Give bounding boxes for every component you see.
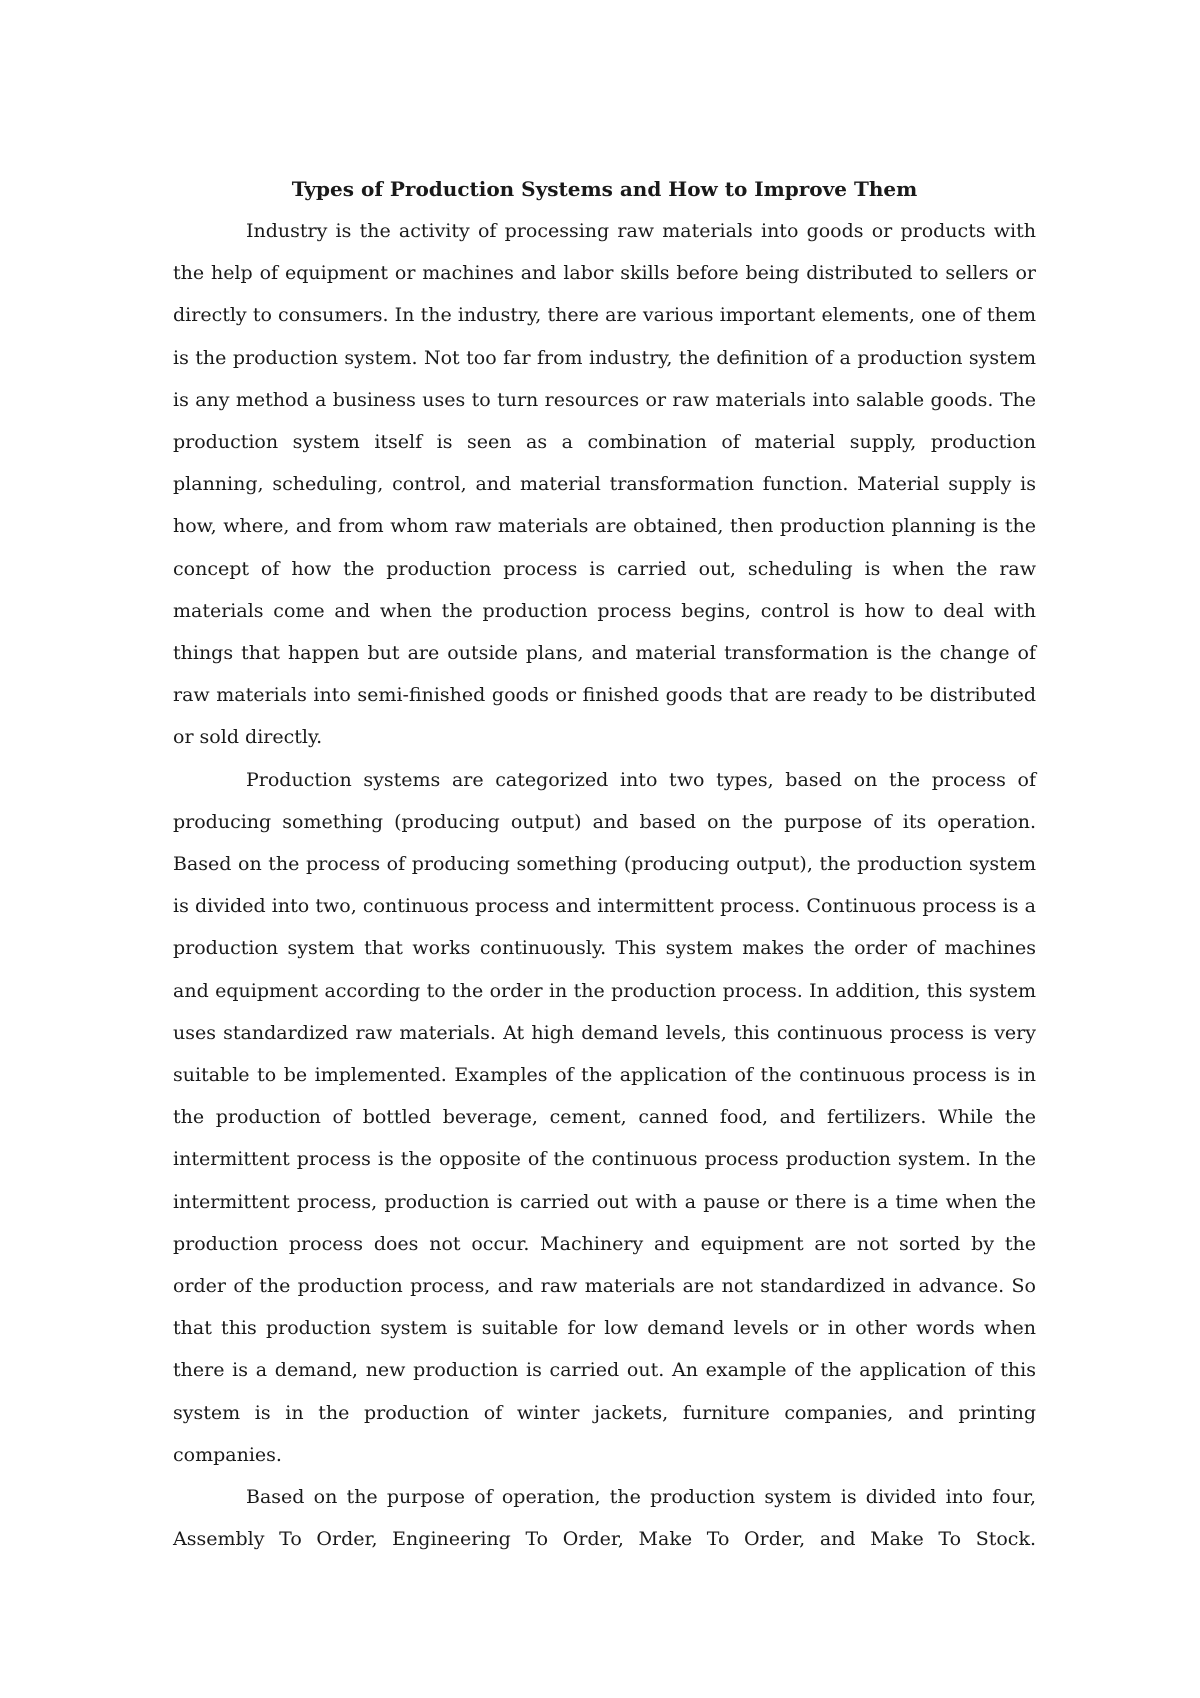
paragraph-industry-definition: Industry is the activity of processing raw materials into goods or products with the help of equipment or machines and labor skills before being distributed to sellers or directly to consumers. In the industry, there are various important elements, one of them is the production system. Not too far from industry, the definition of a production system is any method a business uses to turn resources or raw materials into salable goods. The production system itself is seen as a combination of material supply, production planning, scheduling, control, and material transformation function. Material supply is how, where, and from whom raw materials are obtained, then production planning is the concept of how the production process is carried out, scheduling is when the raw materials come and when the production process begins, control is how to deal with things that happen but are outside plans, and material transformation is the change of raw materials into semi-finished goods or finished goods that are ready to be distributed or sold directly. bbox=[173, 220, 1036, 749]
paragraph-production-process-types: Production systems are categorized into two types, based on the process of producing something (producing output) and based on the purpose of its operation. Based on the process of producing something (producing output), the production system is divided into two, continuous process and intermittent process. Continuous process is a production system that works continuously. This system makes the order of machines and equipment according to the order in the production process. In addition, this system uses standardized raw materials. At high demand levels, this continuous process is very suitable to be implemented. Examples of the application of the continuous process is in the production of bottled beverage, cement, canned food, and fertilizers. While the intermittent process is the opposite of the continuous process production system. In the intermittent process, production is carried out with a pause or there is a time when the production process does not occur. Machinery and equipment are not sorted by the order of the production process, and raw materials are not standardized in advance. So that this production system is suitable for low demand levels or in other words when there is a demand, new production is carried out. An example of the application of this system is in the production of winter jackets, furniture companies, and printing companies. bbox=[173, 768, 1036, 1466]
document-title: Types of Production Systems and How to Improve Them bbox=[291, 177, 918, 201]
paragraph-operation-purpose: Based on the purpose of operation, the production system is divided into four, Assembly To Order, Engineering To Order, Make To Order, and Make To Stock. bbox=[173, 1486, 1036, 1551]
document-body bbox=[173, 172, 1036, 1561]
